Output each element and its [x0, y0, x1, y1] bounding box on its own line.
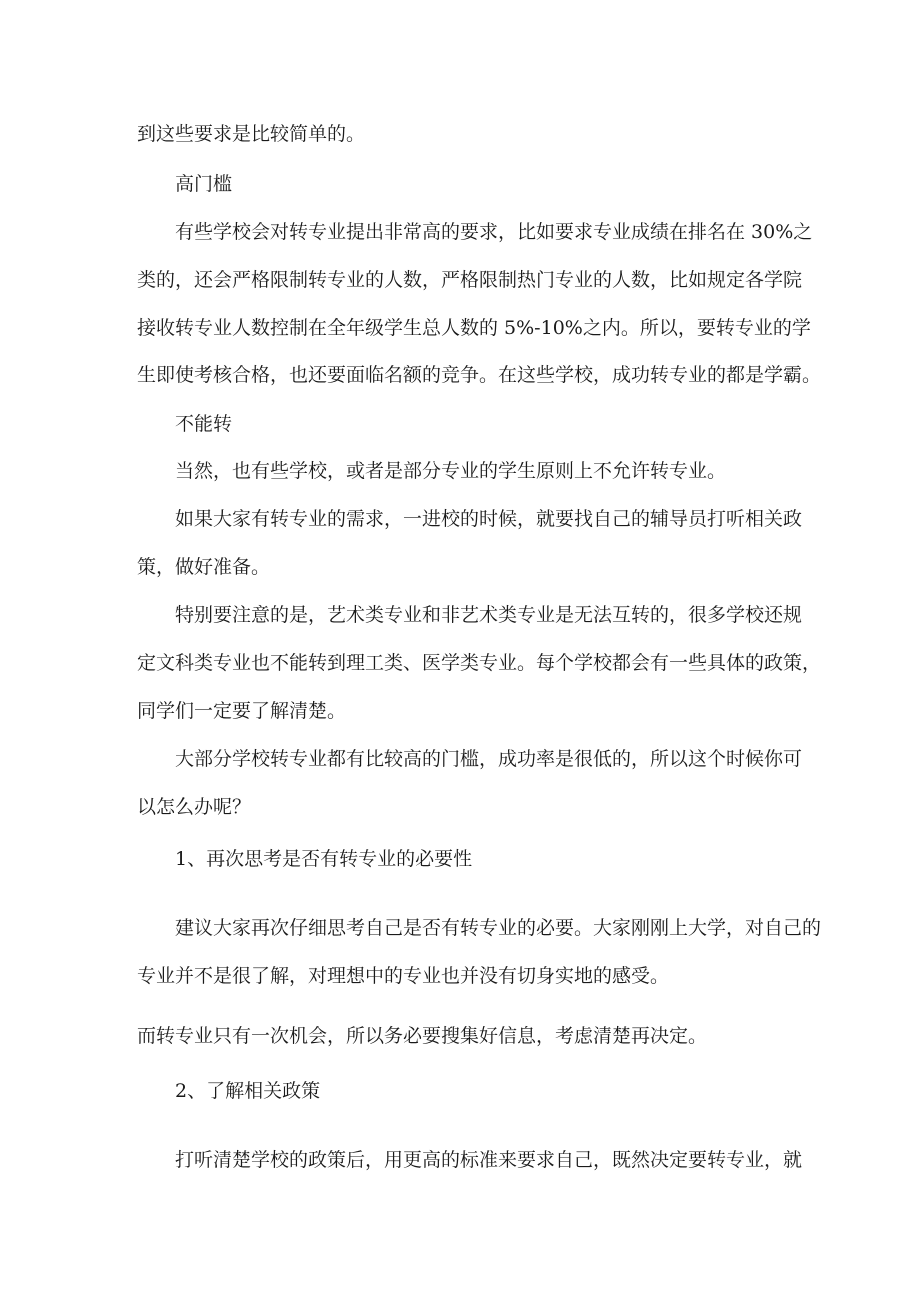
text-line: 有些学校会对转专业提出非常高的要求，比如要求专业成绩在排名在 30%之 [175, 221, 813, 243]
text-line: 特别要注意的是，艺术类专业和非艺术类专业是无法互转的，很多学校还规 [175, 604, 803, 626]
text-line: 类的，还会严格限制转专业的人数，严格限制热门专业的人数，比如规定各学院 [137, 269, 803, 291]
text-line: 而转专业只有一次机会，所以务必要搜集好信息，考虑清楚再决定。 [137, 1025, 708, 1047]
text-line: 到这些要求是比较简单的。 [137, 123, 366, 145]
text-line: 大部分学校转专业都有比较高的门槛，成功率是很低的，所以这个时候你可 [175, 748, 803, 770]
text-line: 专业并不是很了解，对理想中的专业也并没有切身实地的感受。 [137, 965, 670, 987]
numbered-heading: 1、再次思考是否有转专业的必要性 [175, 848, 473, 870]
text-line: 定文科类专业也不能转到理工类、医学类专业。每个学校都会有一些具体的政策， [137, 652, 822, 674]
text-line: 策，做好准备。 [137, 556, 271, 578]
text-line: 建议大家再次仔细思考自己是否有转专业的必要。大家刚刚上大学，对自己的 [175, 917, 822, 939]
section-heading: 不能转 [175, 413, 233, 435]
text-line: 当然，也有些学校，或者是部分专业的学生原则上不允许转专业。 [175, 460, 727, 482]
section-heading: 高门槛 [175, 173, 233, 195]
text-line: 打听清楚学校的政策后，用更高的标准来要求自己，既然决定要转专业，就 [175, 1149, 803, 1171]
text-line: 以怎么办呢？ [137, 796, 252, 818]
text-line: 接收转专业人数控制在全年级学生总人数的 5%-10%之内。所以，要转专业的学 [137, 317, 811, 339]
text-line: 生即使考核合格，也还要面临名额的竞争。在这些学校，成功转专业的都是学霸。 [137, 364, 822, 386]
text-line: 同学们一定要了解清楚。 [137, 700, 347, 722]
numbered-heading: 2、了解相关政策 [175, 1080, 321, 1102]
text-line: 如果大家有转专业的需求，一进校的时候，就要找自己的辅导员打听相关政 [175, 508, 803, 530]
